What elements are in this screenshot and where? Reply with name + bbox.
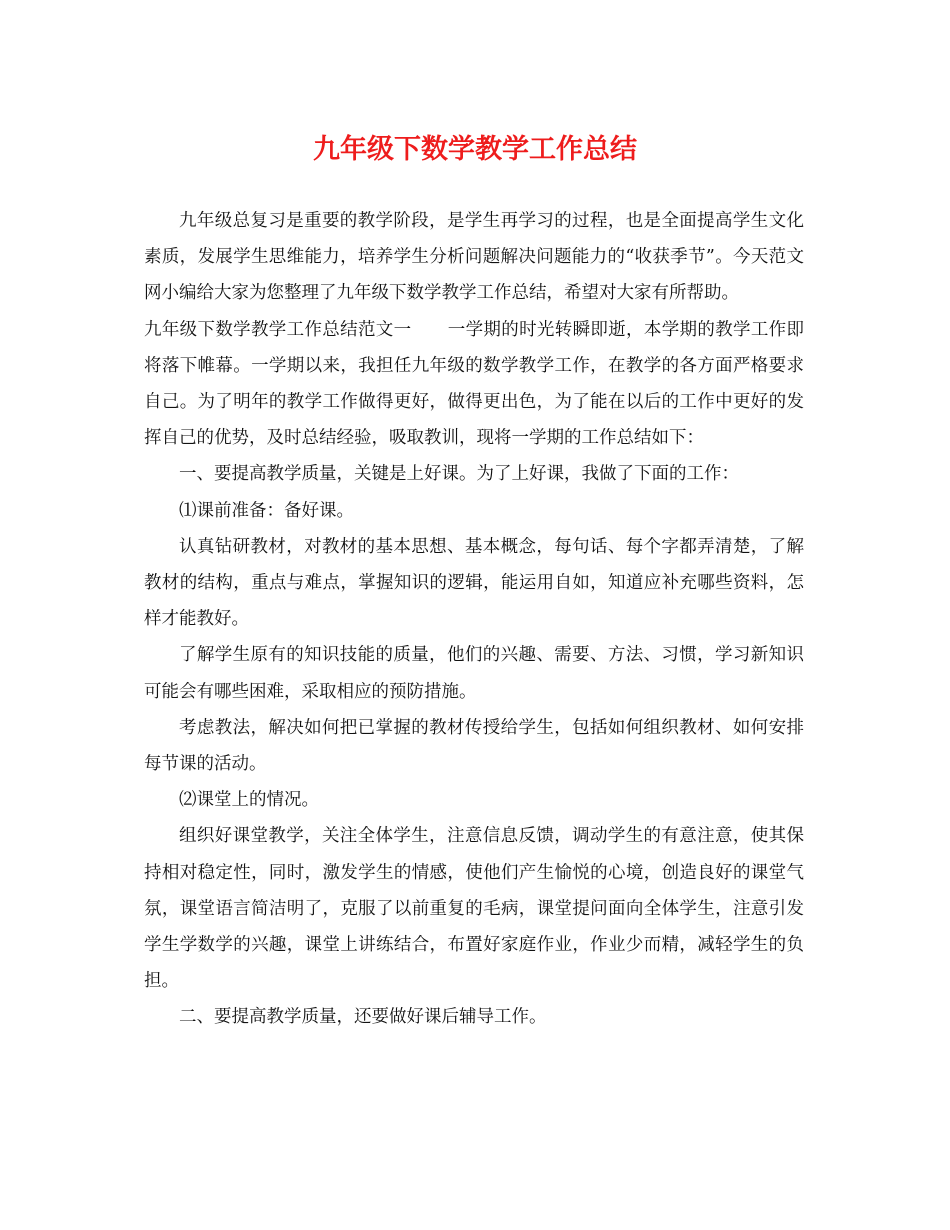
sub-one-paragraph-3: 考虑教法，解决如何把已掌握的教材传授给学生，包括如何组织教材、如何安排每节课的活动。 [144, 717, 804, 775]
point-two-heading: 二、要提高教学质量，还要做好课后辅导工作。 [179, 1007, 547, 1028]
section-heading: 九年级下数学教学工作总结范文一 [144, 319, 412, 340]
sub-two-heading: ⑵课堂上的情况。 [179, 790, 319, 811]
sub-one-paragraph-1: 认真钻研教材，对教材的基本思想、基本概念，每句话、每个字都弄清楚，了解教材的结构，重点与难点，掌握知识的逻辑，能运用自如，知道应补充哪些资料，怎样才能教好。 [144, 536, 804, 630]
point-one-heading: 一、要提高教学质量，关键是上好课。为了上好课，我做了下面的工作： [179, 464, 739, 485]
intro-paragraph: 九年级总复习是重要的教学阶段，是学生再学习的过程，也是全面提高学生文化素质，发展学生思维能力，培养学生分析问题解决问题能力的“收获季节”。今天范文网小编给大家为您整理了九年级下数学教学工作总结，希望对大家有所帮助。 [144, 211, 804, 304]
page-title: 九年级下数学教学工作总结 [313, 134, 637, 165]
sub-one-paragraph-2: 了解学生原有的知识技能的质量，他们的兴趣、需要、方法、习惯，学习新知识可能会有哪些困难，采取相应的预防措施。 [144, 645, 804, 702]
section-paragraph [144, 312, 804, 457]
sub-one-heading: ⑴课前准备：备好课。 [179, 500, 354, 521]
section-intro-text: 一学期的时光转瞬即逝，本学期的教学工作即将落下帷幕。一学期以来，我担任九年级的数学教学工作，在教学的各方面严格要求自己。为了明年的教学工作做得更好，做得更出色，为了能在以后的工作中更好的发挥自己的优势，及时总结经验，吸取教训，现将一学期的工作总结如下： [144, 319, 805, 449]
document-body [144, 203, 804, 1036]
sub-two-paragraph-1: 组织好课堂教学，关注全体学生，注意信息反馈，调动学生的有意注意，使其保持相对稳定性，同时，激发学生的情感，使他们产生愉悦的心境，创造良好的课堂气氛，课堂语言简洁明了，克服了以前重复的毛病，课堂提问面向全体学生，注意引发学生学数学的兴趣，课堂上讲练结合，布置好家庭作业，作业少而精，减轻学生的负担。 [144, 826, 804, 992]
